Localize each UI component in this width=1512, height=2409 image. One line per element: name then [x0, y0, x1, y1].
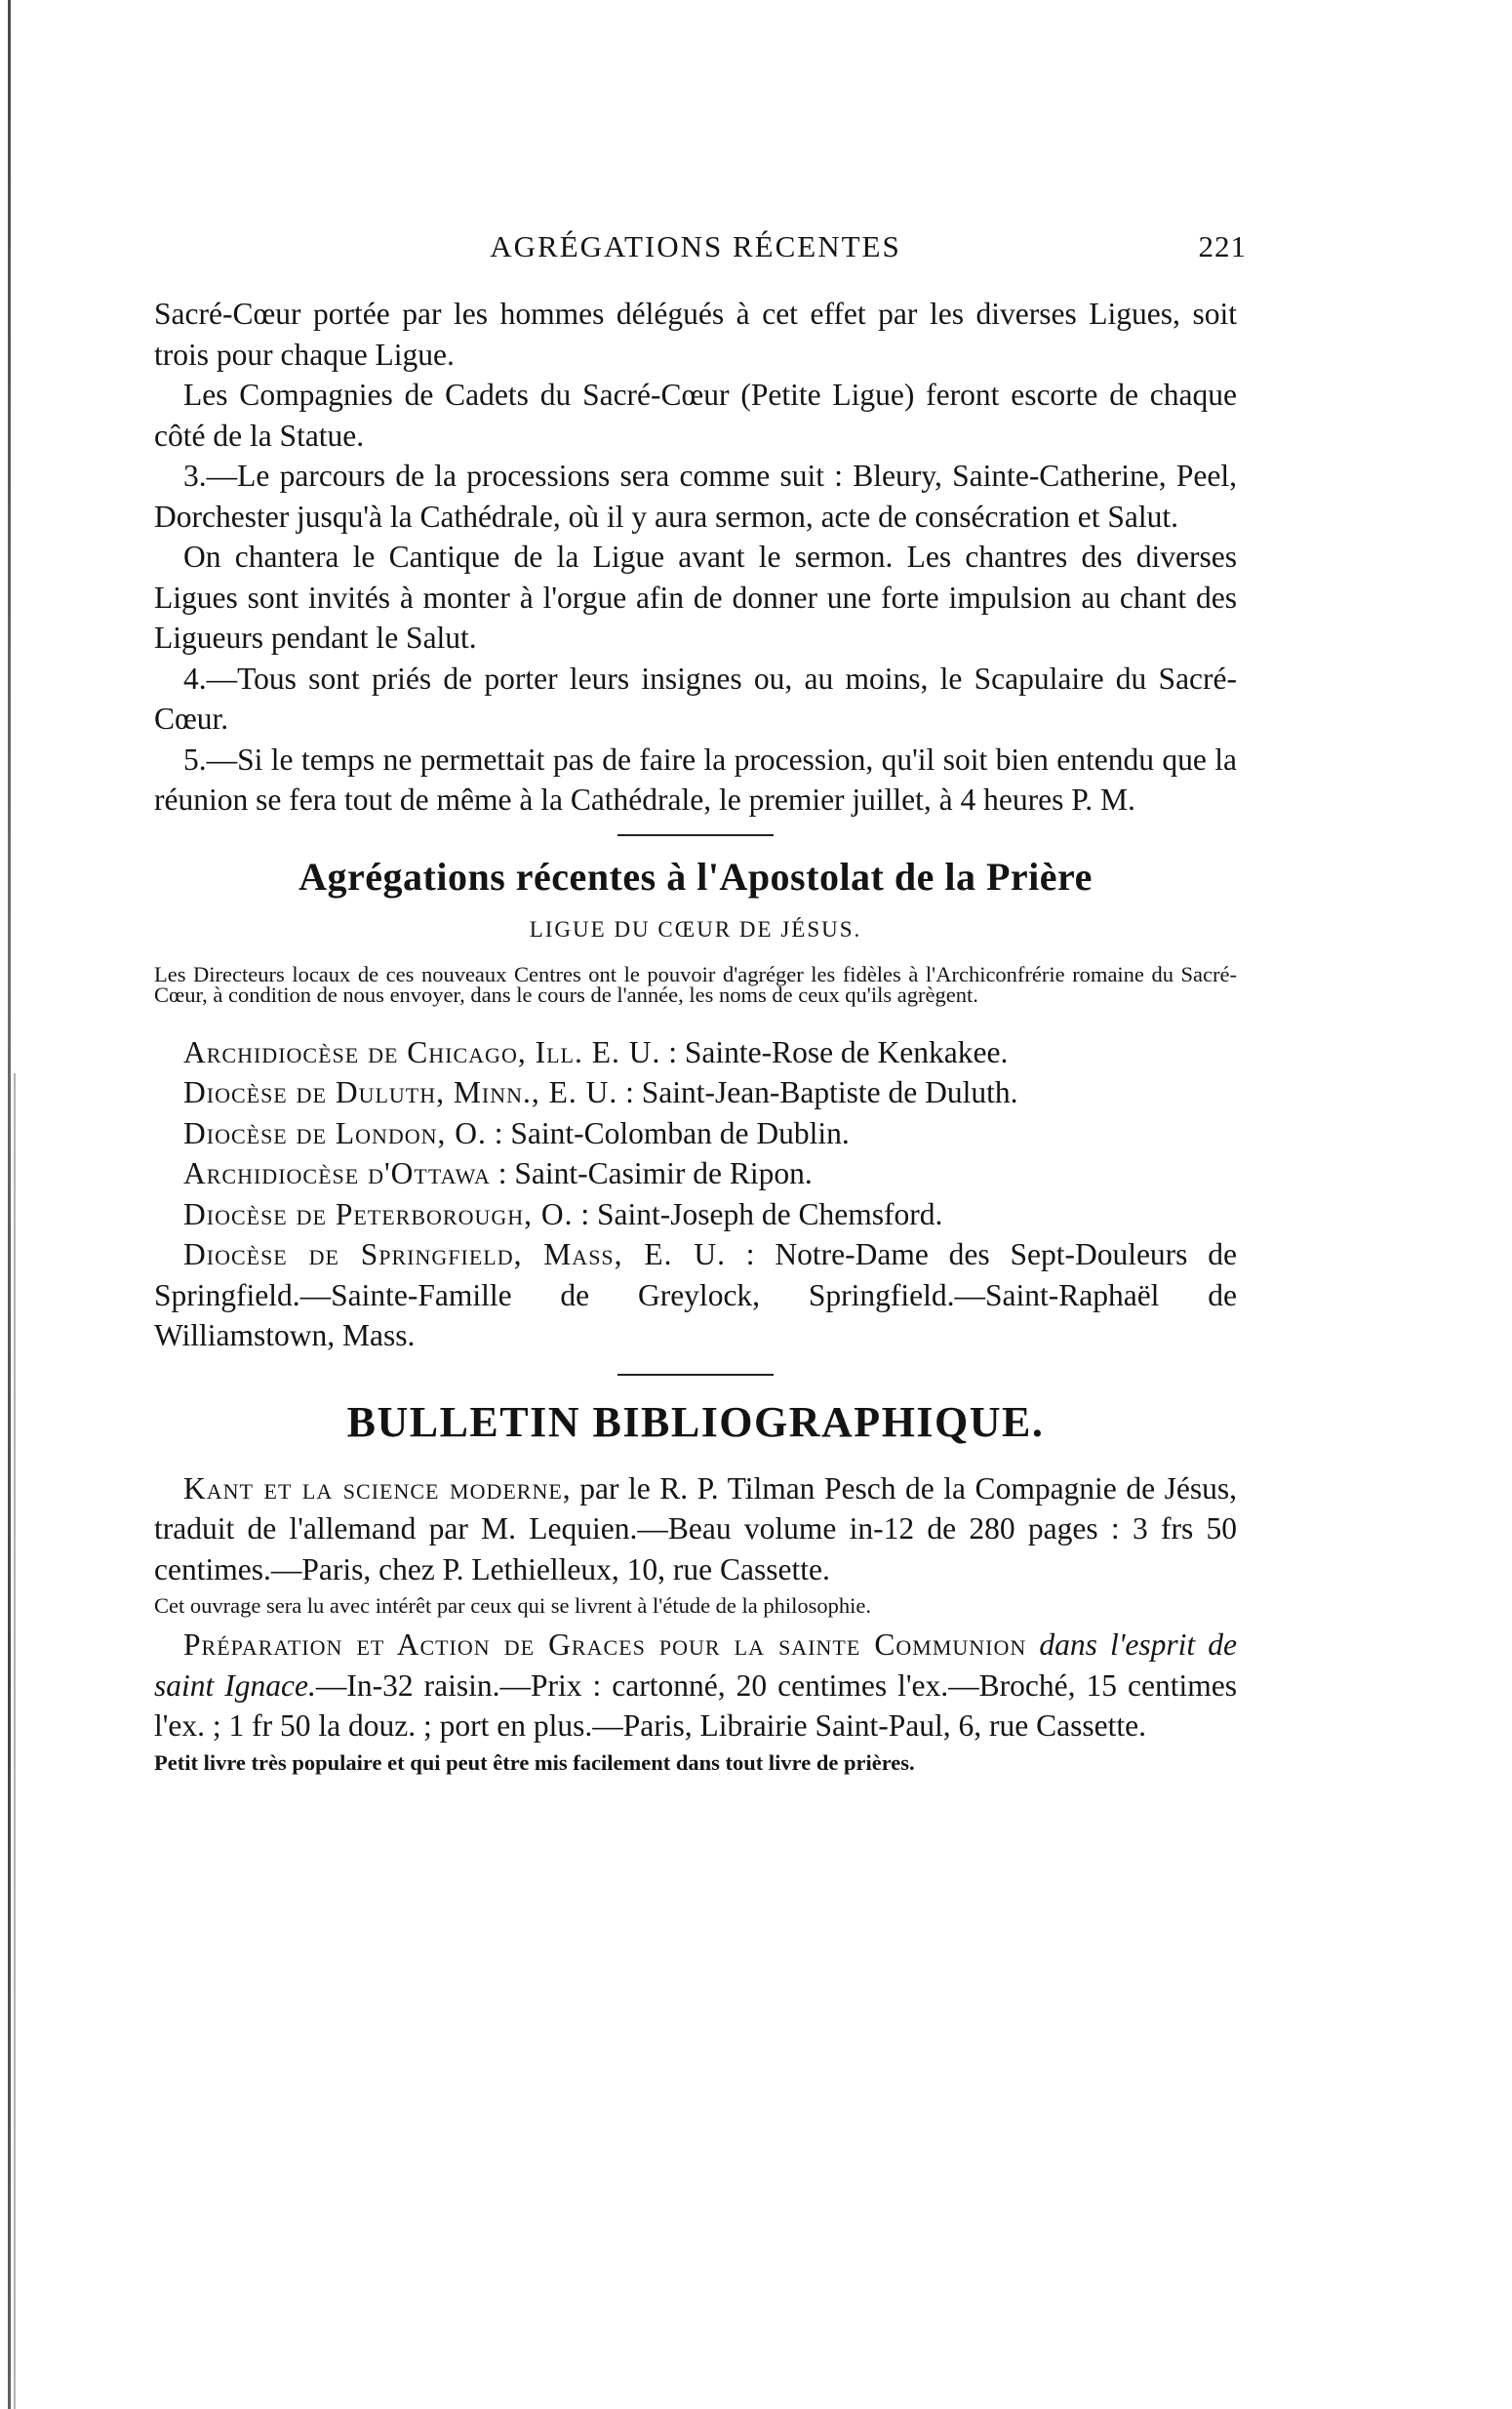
diocese-name: Diocèse de Peterborough, O. — [183, 1196, 574, 1231]
book-note: Cet ouvrage sera lu avec intérêt par ceux qui se livrent à l'étude de la philosophie. — [154, 1593, 872, 1618]
diocese-name: Archidiocèse d'Ottawa — [183, 1156, 491, 1190]
section-divider — [617, 834, 774, 836]
page-edge-shadow — [8, 0, 11, 2409]
list-item — [154, 1113, 1237, 1154]
book-entry — [154, 1625, 1237, 1774]
book-entry — [154, 1468, 1237, 1618]
centre-names: : Notre-Dame des Sept-Douleurs de Springfield.—Sainte-Famille de Greylock, Springfield.—Saint-Raphaël de Williamstown, Mass. — [154, 1237, 1237, 1352]
book-title: Préparation et Action de Graces pour la sainte Communion — [183, 1627, 1027, 1662]
running-title: AGRÉGATIONS RÉCENTES — [490, 229, 901, 263]
paragraph: On chantera le Cantique de la Ligue avant le sermon. Les chantres des diverses Ligues sont invités à monter à l'orgue afin de donner une forte impulsion au chant des Ligueurs pendant le Salut. — [154, 540, 1237, 655]
diocese-name: Diocèse de London, O. — [183, 1115, 487, 1150]
running-head — [154, 220, 1247, 278]
aggregation-list — [154, 1032, 1237, 1356]
paragraph: 4.—Tous sont priés de porter leurs insignes ou, au moins, le Scapulaire du Sacré-Cœur. — [154, 661, 1237, 736]
book-title: Kant et la science moderne — [183, 1470, 563, 1506]
section-subtitle: LIGUE DU CŒUR DE JÉSUS. — [529, 916, 862, 942]
centre-names: : Saint-Casimir de Ripon. — [497, 1156, 813, 1190]
list-item — [154, 1032, 1237, 1073]
list-item — [154, 1072, 1237, 1113]
section-title: Agrégations récentes à l'Apostolat de la Prière — [298, 854, 1093, 899]
list-item — [154, 1194, 1237, 1235]
paragraph: Les Compagnies de Cadets du Sacré-Cœur (Petite Ligue) feront escorte de chaque côté de la Statue. — [154, 378, 1237, 453]
centre-names: : Saint-Joseph de Chemsford. — [580, 1196, 943, 1231]
list-item — [154, 1153, 1237, 1194]
continuation-text — [154, 294, 1237, 821]
paragraph: Sacré-Cœur portée par les hommes délégués à cet effet par les diverses Ligues, soit trois pour chaque Ligue. — [154, 297, 1237, 372]
book-description — [154, 1468, 1237, 1590]
book-title-italic: dans l'esprit de saint Ignace. — [154, 1627, 1237, 1703]
page-number: 221 — [1198, 229, 1247, 263]
diocese-name: Diocèse de Duluth, Minn., E. U. — [183, 1075, 618, 1109]
book-description — [154, 1625, 1237, 1747]
bulletin-title: BULLETIN BIBLIOGRAPHIQUE. — [346, 1397, 1045, 1446]
paragraph: 5.—Si le temps ne permettait pas de faire la procession, qu'il soit bien entendu que la réunion se fera tout de même à la Cathédrale, le premier juillet, à 4 heures P. M. — [154, 742, 1237, 817]
list-item — [154, 1234, 1237, 1356]
book-details: —In-32 raisin.—Prix : cartonné, 20 centimes l'ex.—Broché, 15 centimes l'ex. ; 1 fr 50 la douz. ; port en plus.—Paris, Librairie Saint-Paul, 6, rue Cassette. — [154, 1667, 1238, 1743]
book-page — [154, 220, 1247, 1782]
diocese-name: Diocèse de Springfield, Mass, E. U. — [183, 1237, 726, 1271]
book-note: Petit livre très populaire et qui peut être mis facilement dans tout livre de prières. — [154, 1749, 915, 1775]
diocese-name: Archidiocèse de Chicago, Ill. E. U. — [183, 1034, 661, 1069]
centre-names: : Saint-Jean-Baptiste de Duluth. — [625, 1075, 1018, 1109]
page-edge-shadow-inner — [14, 1073, 16, 2409]
section-note: Les Directeurs locaux de ces nouveaux Centres ont le pouvoir d'agréger les fidèles à l'Archiconfrérie romaine du Sacré-Cœur, à condition de nous envoyer, dans le cours de l'année, les noms de ceux qu'ils agrègent. — [154, 961, 1237, 1007]
centre-names: : Sainte-Rose de Kenkakee. — [668, 1034, 1009, 1069]
section-divider — [617, 1374, 774, 1376]
centre-names: : Saint-Colomban de Dublin. — [494, 1115, 850, 1150]
paragraph: 3.—Le parcours de la processions sera comme suit : Bleury, Sainte-Catherine, Peel, Dorchester jusqu'à la Cathédrale, où il y aura sermon, acte de consécration et Salut. — [154, 459, 1237, 534]
book-details: , par le R. P. Tilman Pesch de la Compagnie de Jésus, traduit de l'allemand par M. Lequien.—Beau volume in-12 de 280 pages : 3 frs 50 centimes.—Paris, chez P. Lethielleux, 10, rue Cassette. — [154, 1470, 1237, 1586]
